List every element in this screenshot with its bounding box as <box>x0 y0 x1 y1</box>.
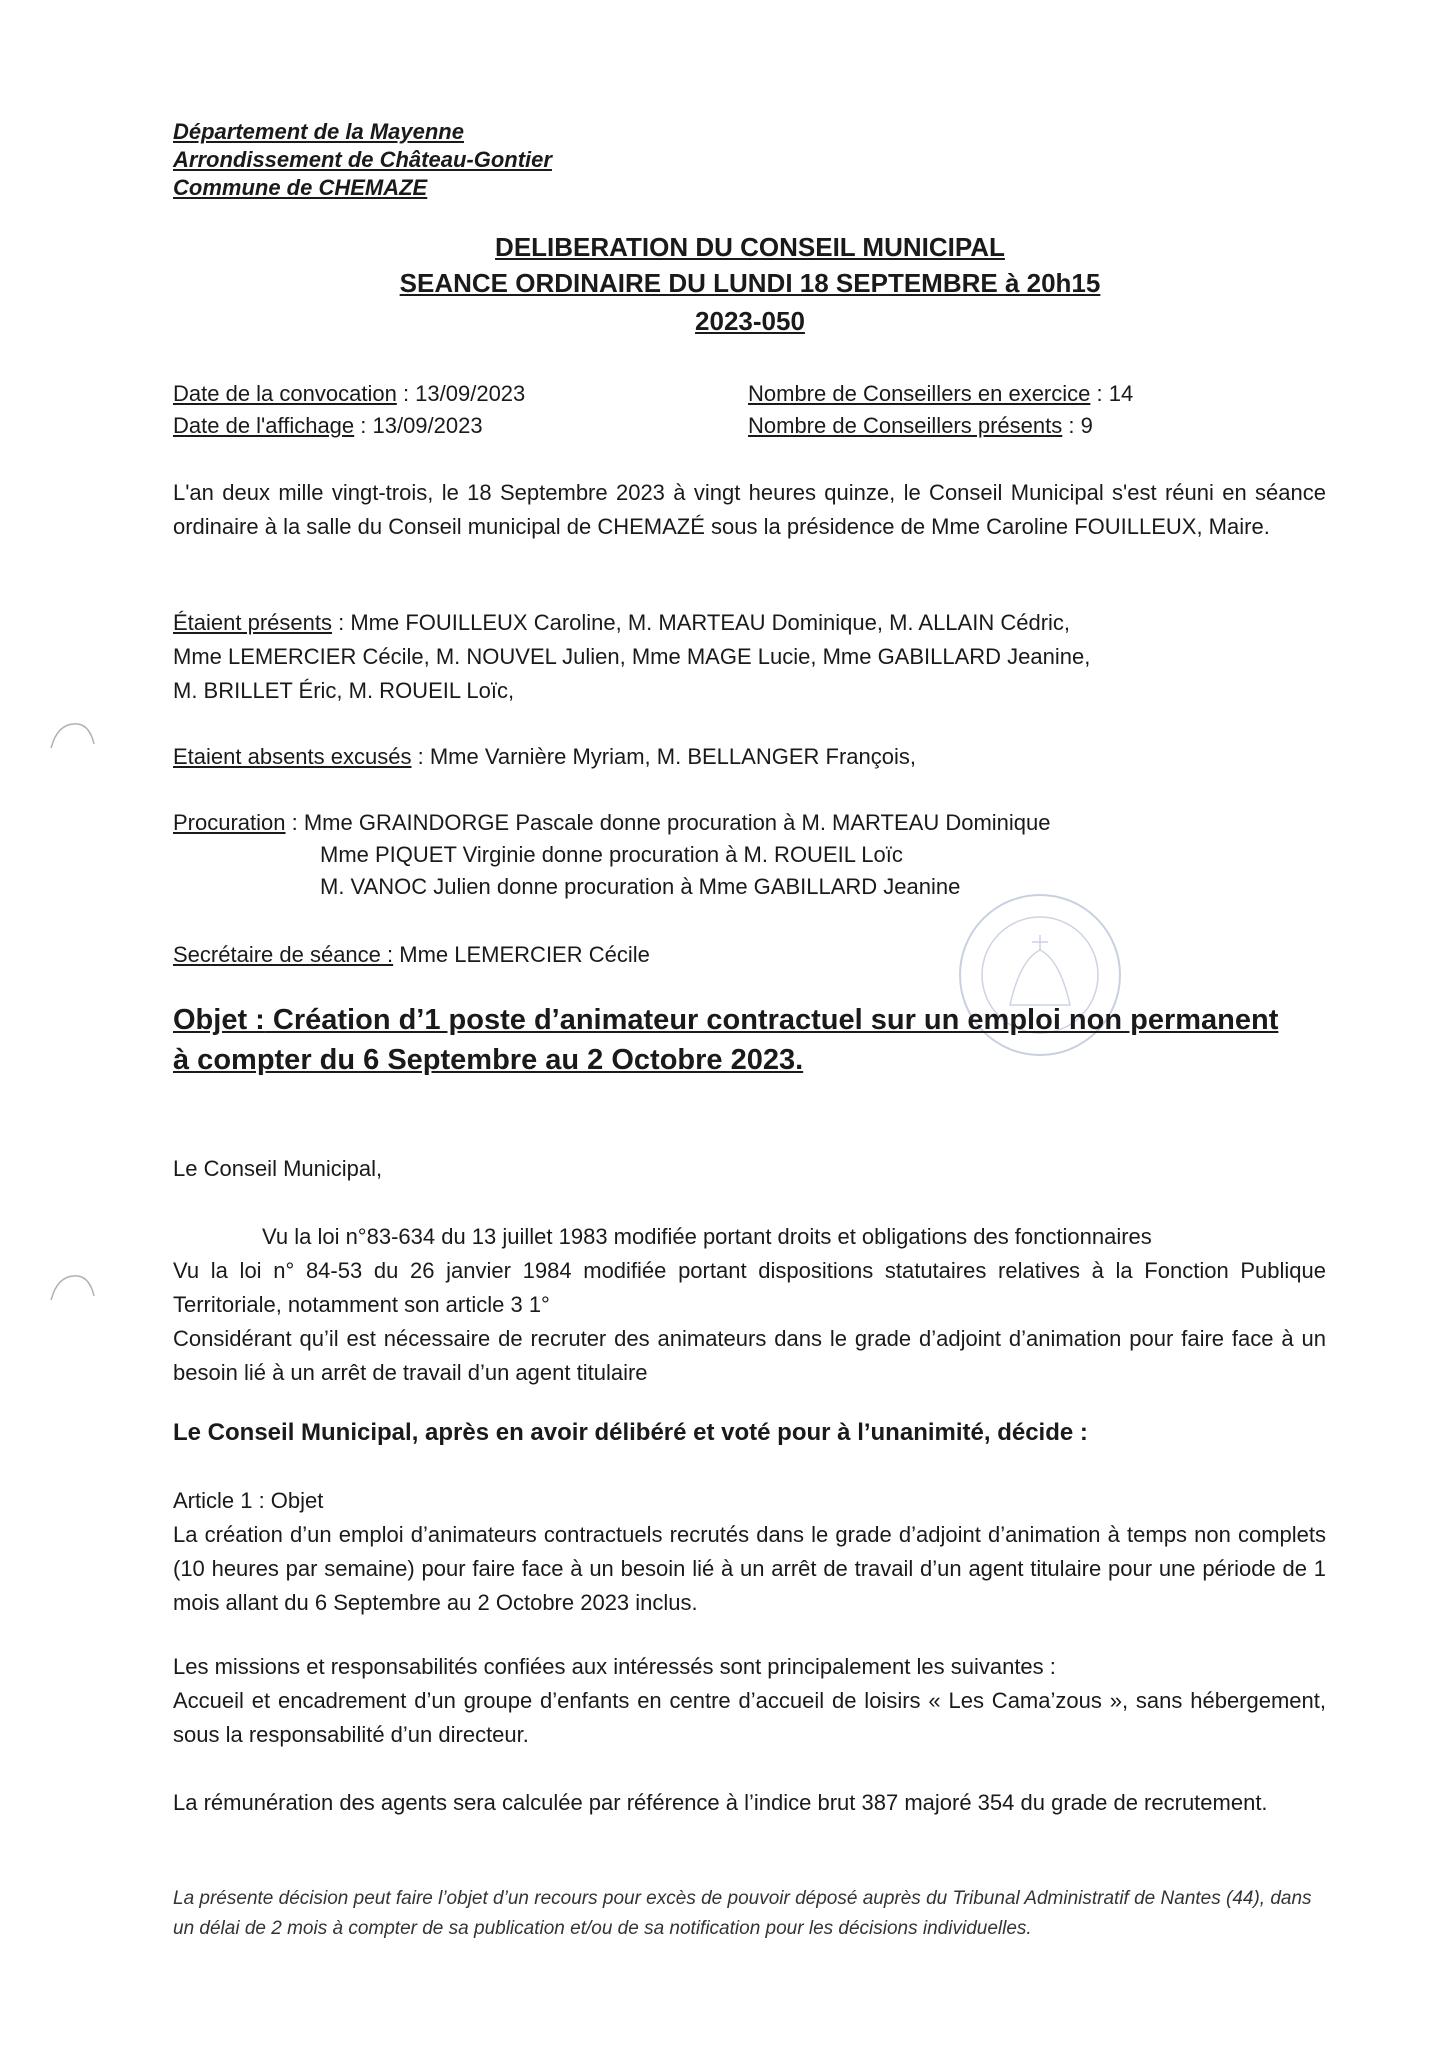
convocation-date: Date de la convocation : 13/09/2023 <box>173 381 526 406</box>
header-commune: Commune de CHEMAZE <box>173 175 428 200</box>
title-number: 2023-050 <box>695 306 805 336</box>
presents-line-3: M. BRILLET Éric, M. ROUEIL Loïc, <box>173 678 515 703</box>
absents-line: Etaient absents excusés : Mme Varnière Myriam, M. BELLANGER François, <box>173 744 916 769</box>
procuration-line-3: M. VANOC Julien donne procuration à Mme GABILLARD Jeanine <box>320 874 961 899</box>
conseillers-exercice: Nombre de Conseillers en exercice : 14 <box>748 381 1134 406</box>
presents-line-2: Mme LEMERCIER Cécile, M. NOUVEL Julien, Mme MAGE Lucie, Mme GABILLARD Jeanine, <box>173 644 1091 669</box>
intro-paragraph: L'an deux mille vingt-trois, le 18 Septembre 2023 à vingt heures quinze, le Conseil Municipal s'est réuni en séance ordinaire à la salle du Conseil municipal de CHEMAZÉ sous la présidence de Mme Caroline FOUILLEUX, Maire. <box>173 480 1326 539</box>
remuneration-paragraph: La rémunération des agents sera calculée par référence à l’indice brut 387 majoré 354 du grade de recrutement. <box>173 1790 1268 1815</box>
conseillers-presents: Nombre de Conseillers présents : 9 <box>748 413 1093 438</box>
procuration-line-2: Mme PIQUET Virginie donne procuration à M. ROUEIL Loïc <box>320 842 903 867</box>
missions-text: Accueil et encadrement d’un groupe d’enfants en centre d’accueil de loisirs « Les Cama’zous », sans hébergement, sous la responsabilité d’un directeur. <box>173 1688 1326 1747</box>
vu-loi-1983: Vu la loi n°83-634 du 13 juillet 1983 modifiée portant droits et obligations des fonctionnaires <box>262 1224 1152 1249</box>
header-departement: Département de la Mayenne <box>173 119 464 144</box>
vu-loi-1984: Vu la loi n° 84-53 du 26 janvier 1984 modifiée portant dispositions statutaires relatives à la Fonction Publique Territoriale, notamment son article 3 1° <box>173 1258 1326 1317</box>
recours-footer: La présente décision peut faire l’objet d’un recours pour excès de pouvoir déposé auprès du Tribunal Administratif de Nantes (44), dans un délai de 2 mois à compter de sa publication et/ou de sa notification pour les décisions individuelles. <box>173 1888 1312 1939</box>
considerant-paragraph: Considérant qu’il est nécessaire de recruter des animateurs dans le grade d’adjoint d’animation pour faire face à un besoin lié à un arrêt de travail d’un agent titulaire <box>173 1326 1326 1385</box>
missions-intro: Les missions et responsabilités confiées aux intéressés sont principalement les suivantes : <box>173 1654 1056 1679</box>
procuration-line-1: Procuration : Mme GRAINDORGE Pascale donne procuration à M. MARTEAU Dominique <box>173 810 1051 835</box>
punch-hole-mark-top <box>48 718 98 754</box>
secretaire-line: Secrétaire de séance : Mme LEMERCIER Cécile <box>173 942 650 967</box>
objet-heading: Objet : Création d’1 poste d’animateur contractuel sur un emploi non permanent à compter du 6 Septembre au 2 Octobre 2023. <box>173 1004 1279 1076</box>
opening-line: Le Conseil Municipal, <box>173 1156 383 1181</box>
title-deliberation: DELIBERATION DU CONSEIL MUNICIPAL <box>495 232 1005 262</box>
header-arrondissement: Arrondissement de Château-Gontier <box>173 147 552 172</box>
affichage-date: Date de l'affichage : 13/09/2023 <box>173 413 483 438</box>
title-seance: SEANCE ORDINAIRE DU LUNDI 18 SEPTEMBRE à 20h15 <box>399 268 1101 298</box>
presents-line-1: Étaient présents : Mme FOUILLEUX Caroline, M. MARTEAU Dominique, M. ALLAIN Cédric, <box>173 610 1071 635</box>
punch-hole-mark-bottom <box>48 1270 98 1306</box>
article1-text: La création d’un emploi d’animateurs contractuels recrutés dans le grade d’adjoint d’animation à temps non complets (10 heures par semaine) pour faire face à un besoin lié à un arrêt de travail d’un agent titulaire pour une période de 1 mois allant du 6 Septembre au 2 Octobre 2023 inclus. <box>173 1522 1326 1615</box>
decide-heading: Le Conseil Municipal, après en avoir délibéré et voté pour à l’unanimité, décide : <box>173 1419 1088 1446</box>
article1-title: Article 1 : Objet <box>173 1488 324 1513</box>
